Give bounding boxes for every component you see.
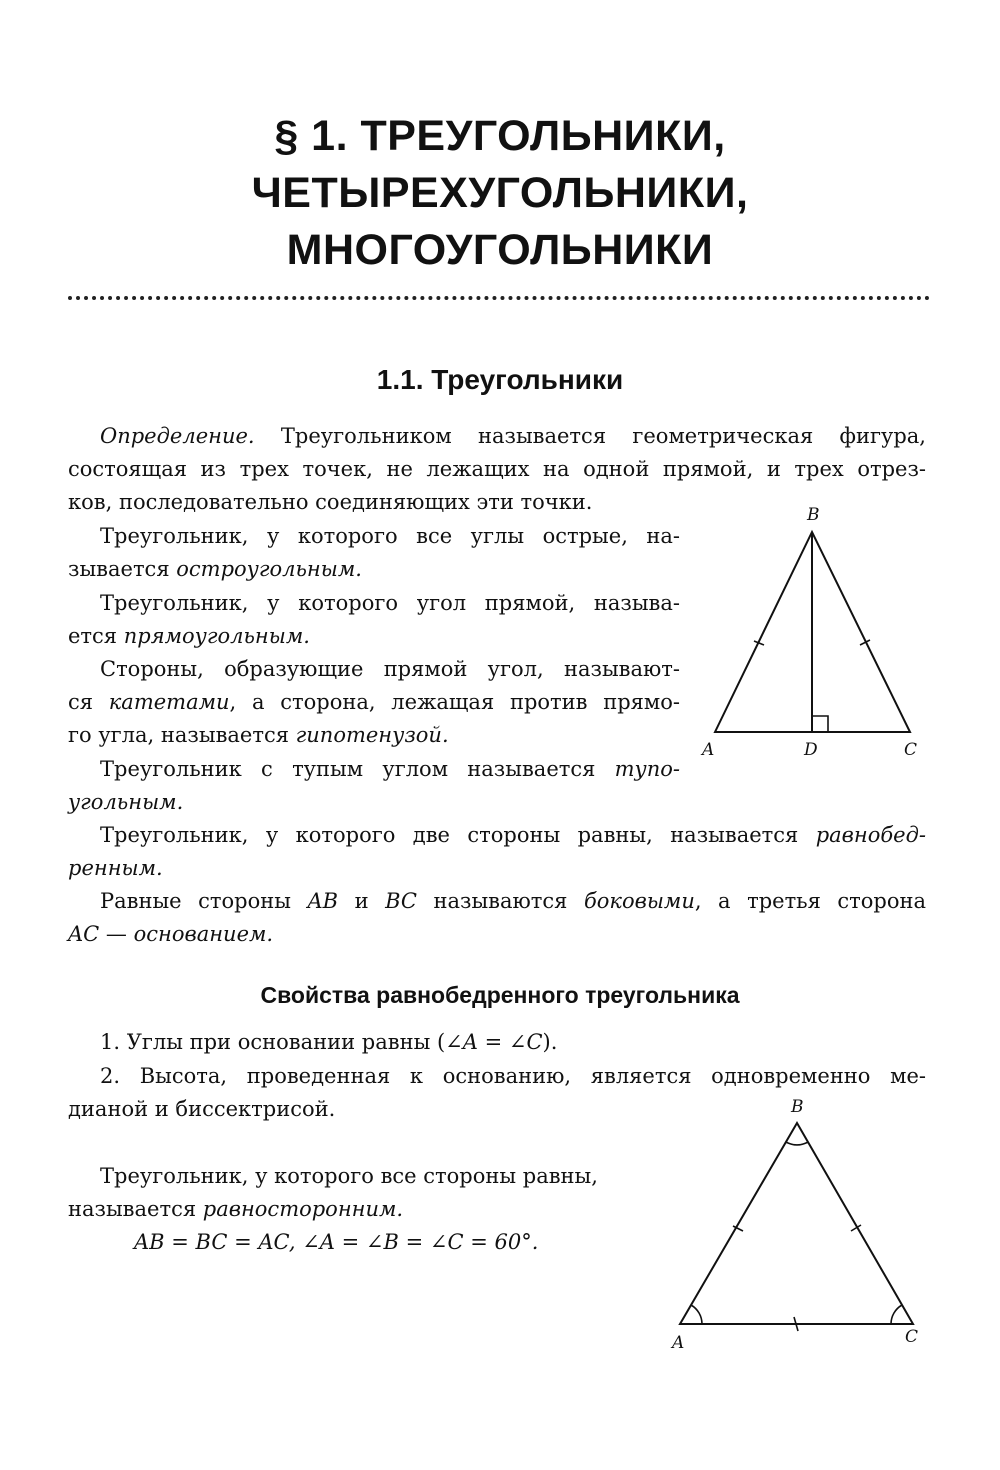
acute-line-2: зывается остроугольным. <box>68 557 362 581</box>
definition-lead: Определение. <box>100 424 255 448</box>
term-acute: остроугольным. <box>176 557 362 581</box>
right-angle-mark <box>812 716 828 732</box>
right-line-2: ется прямоугольным. <box>68 624 310 648</box>
term-legs: катетами <box>108 690 230 714</box>
isosceles-line-1: Треугольник, у которого две стороны равны, называется равнобед- <box>100 823 926 847</box>
label-a: A <box>702 740 715 760</box>
definition-line-1: Определение. Треугольником называется геометрическая фигура, <box>100 424 926 448</box>
label-d: D <box>804 740 818 760</box>
chapter-title <box>0 108 1000 279</box>
sides-line-2: AC — основанием. <box>68 922 274 946</box>
acute-line-1: Треугольник, у которого все углы острые, на- <box>100 524 680 548</box>
label-b: B <box>807 505 820 525</box>
isosceles-triangle-figure <box>690 495 940 770</box>
sides-line-1: Равные стороны AB и BC называются боковыми, а третья сторона <box>100 889 926 913</box>
chapter-title-line-1: § 1. ТРЕУГОЛЬНИКИ, <box>274 112 726 160</box>
angle-arc-c <box>891 1305 902 1324</box>
chapter-title-line-3: МНОГОУГОЛЬНИКИ <box>286 226 714 274</box>
angle-arc-b <box>786 1142 808 1145</box>
chapter-title-line-2: ЧЕТЫРЕХУГОЛЬНИКИ, <box>251 169 749 217</box>
property-2-line-1: 2. Высота, проведенная к основанию, является одновременно ме- <box>100 1064 926 1088</box>
term-isosceles: равнобед- <box>815 823 926 847</box>
legs-line-2: ся катетами, а сторона, лежащая против прямо- <box>68 690 680 714</box>
right-line-1: Треугольник, у которого угол прямой, называ- <box>100 591 680 615</box>
property-1: 1. Углы при основании равны (∠A = ∠C). <box>100 1030 558 1054</box>
term-equilateral: равносторонним. <box>202 1197 404 1221</box>
properties-title: Свойства равнобедренного треугольника <box>260 982 740 1008</box>
label-a: A <box>672 1333 685 1353</box>
property-2-line-2: дианой и биссектрисой. <box>68 1097 336 1121</box>
equilateral-triangle-figure <box>660 1090 940 1360</box>
label-b: B <box>791 1097 804 1117</box>
legs-line-1: Стороны, образующие прямой угол, называют- <box>100 657 680 681</box>
obtuse-line-2: угольным. <box>68 790 184 814</box>
section-title: 1.1. Треугольники <box>376 364 624 395</box>
angle-arc-a <box>691 1305 702 1324</box>
equilateral-line-2: называется равносторонним. <box>68 1197 404 1221</box>
equilateral-formula: AB = BC = AC, ∠A = ∠B = ∠C = 60°. <box>134 1230 539 1254</box>
term-hypotenuse: гипотенузой. <box>295 723 449 747</box>
definition-line-2: состоящая из трех точек, не лежащих на одной прямой, и трех отрез- <box>68 457 926 481</box>
triangle-outline <box>680 1123 913 1324</box>
term-right: прямоугольным. <box>123 624 310 648</box>
legs-line-3: го угла, называется гипотенузой. <box>68 723 449 747</box>
term-base: основанием. <box>133 922 274 946</box>
label-c: C <box>904 740 918 760</box>
isosceles-line-2: ренным. <box>68 856 163 880</box>
definition-line-3: ков, последовательно соединяющих эти точки. <box>68 490 593 514</box>
obtuse-line-1: Треугольник с тупым углом называется тупо- <box>100 757 680 781</box>
dotted-divider <box>68 296 930 300</box>
equilateral-line-1: Треугольник, у которого все стороны равны, <box>100 1164 598 1188</box>
label-c: C <box>905 1327 919 1347</box>
term-obtuse: тупо- <box>614 757 680 781</box>
term-lateral: боковыми <box>583 889 695 913</box>
